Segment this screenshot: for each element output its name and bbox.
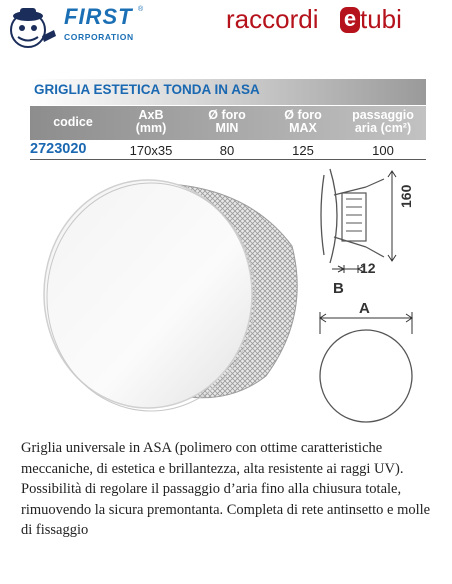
column-header-min: Ø foro MIN — [208, 108, 246, 135]
cell-air: 100 — [372, 143, 394, 158]
table-header — [30, 106, 426, 140]
column-header-axb: AxB (mm) — [135, 108, 167, 135]
product-photo — [30, 166, 320, 428]
shop-logo-left: raccordi — [226, 4, 319, 34]
brand-subtitle: CORPORATION — [64, 32, 134, 42]
product-title: GRIGLIA ESTETICA TONDA IN ASA — [34, 82, 260, 97]
cell-min: 80 — [219, 143, 235, 158]
cell-axb: 170x35 — [129, 143, 173, 158]
shop-logo-badge: e — [340, 7, 360, 33]
column-header-code: codice — [53, 115, 93, 129]
grille-cap — [44, 180, 252, 408]
view-a-label: A — [359, 300, 370, 317]
cell-max: 125 — [292, 143, 314, 158]
column-header-air: passaggio aria (cm²) — [352, 108, 414, 135]
cell-code: 2723020 — [30, 141, 87, 157]
view-b-label: B — [333, 280, 344, 297]
height-dimension-label: 160 — [398, 184, 414, 208]
mascot-icon — [6, 6, 66, 50]
column-header-max: Ø foro MAX — [284, 108, 322, 135]
shop-logo-right: tubi — [360, 4, 402, 34]
depth-dimension-label: 12 — [360, 260, 376, 276]
row-divider — [30, 159, 426, 160]
side-view-drawing — [314, 165, 444, 295]
product-description: Griglia universale in ASA (polimero con ottime caratteristiche meccaniche, di estetica e brillantezza, alta resistente ai raggi UV). Possibilità di regolare il passaggio d’aria fino alla chiusura totale, rimuovendo la sicura premontanta. Completa di rete antinsetto e molle di fissaggio — [21, 440, 431, 538]
brand-name: FIRST — [64, 4, 133, 29]
brand-trademark: ® — [138, 6, 144, 13]
front-view-drawing — [314, 312, 418, 432]
